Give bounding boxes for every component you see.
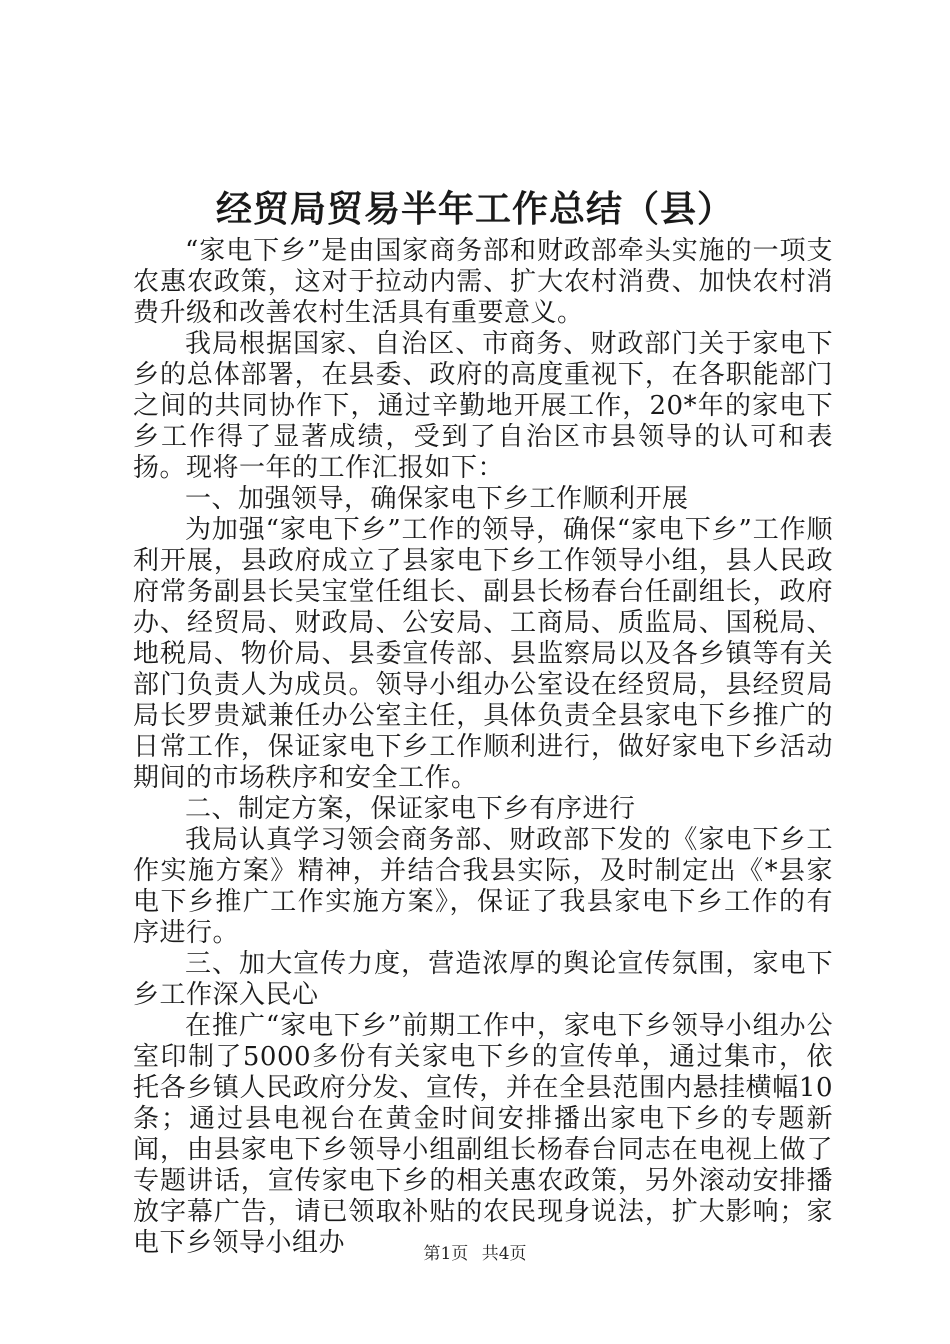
paragraph-section-1: 为加强“家电下乡”工作的领导，确保“家电下乡”工作顺利开展，县政府成立了县家电下乡工作领导小组，县人民政府常务副县长吴宝堂任组长、副县长杨春台任副组长，政府办、经贸局、财政局、公安局、工商局、质监局、国税局、地税局、物价局、县委宣传部、县监察局以及各乡镇等有关部门负责人为成员。领导小组办公室设在经贸局，县经贸局局长罗贵斌兼任办公室主任，具体负责全县家电下乡推广的日常工作，保证家电下乡工作顺利进行，做好家电下乡活动期间的市场秩序和安全工作。 xyxy=(133,515,833,793)
document-body xyxy=(133,236,833,1259)
page-number: 第1页 xyxy=(423,1244,469,1264)
section-heading-2: 二、制定方案，保证家电下乡有序进行 xyxy=(185,794,636,824)
paragraph-section-3: 在推广“家电下乡”前期工作中，家电下乡领导小组办公室印制了5000多份有关家电下乡的宣传单，通过集市，依托各乡镇人民政府分发、宣传，并在全县范围内悬挂横幅10条；通过县电视台在黄金时间安排播出家电下乡的专题新闻，由县家电下乡领导小组副组长杨春台同志在电视上做了专题讲话，宣传家电下乡的相关惠农政策，另外滚动安排播放字幕广告，请已领取补贴的农民现身说法，扩大影响；家电下乡领导小组办 xyxy=(133,1011,833,1258)
paragraph-overview: 我局根据国家、自治区、市商务、财政部门关于家电下乡的总体部署，在县委、政府的高度重视下，在各职能部门之间的共同协作下，通过辛勤地开展工作，20*年的家电下乡工作得了显著成绩，受到了自治区市县领导的认可和表扬。现将一年的工作汇报如下： xyxy=(133,329,833,483)
page-total: 共4页 xyxy=(481,1244,527,1264)
paragraph-intro: “家电下乡”是由国家商务部和财政部牵头实施的一项支农惠农政策，这对于拉动内需、扩大农村消费、加快农村消费升级和改善农村生活具有重要意义。 xyxy=(133,236,833,328)
paragraph-section-2: 我局认真学习领会商务部、财政部下发的《家电下乡工作实施方案》精神，并结合我县实际，及时制定出《*县家电下乡推广工作实施方案》，保证了我县家电下乡工作的有序进行。 xyxy=(133,825,833,948)
document-title: 经贸局贸易半年工作总结（县） xyxy=(215,189,734,230)
page-footer xyxy=(0,1242,950,1266)
section-heading-1: 一、加强领导，确保家电下乡工作顺利开展 xyxy=(185,484,689,514)
section-heading-3: 三、加大宣传力度，营造浓厚的舆论宣传氛围，家电下乡工作深入民心 xyxy=(133,949,833,1010)
